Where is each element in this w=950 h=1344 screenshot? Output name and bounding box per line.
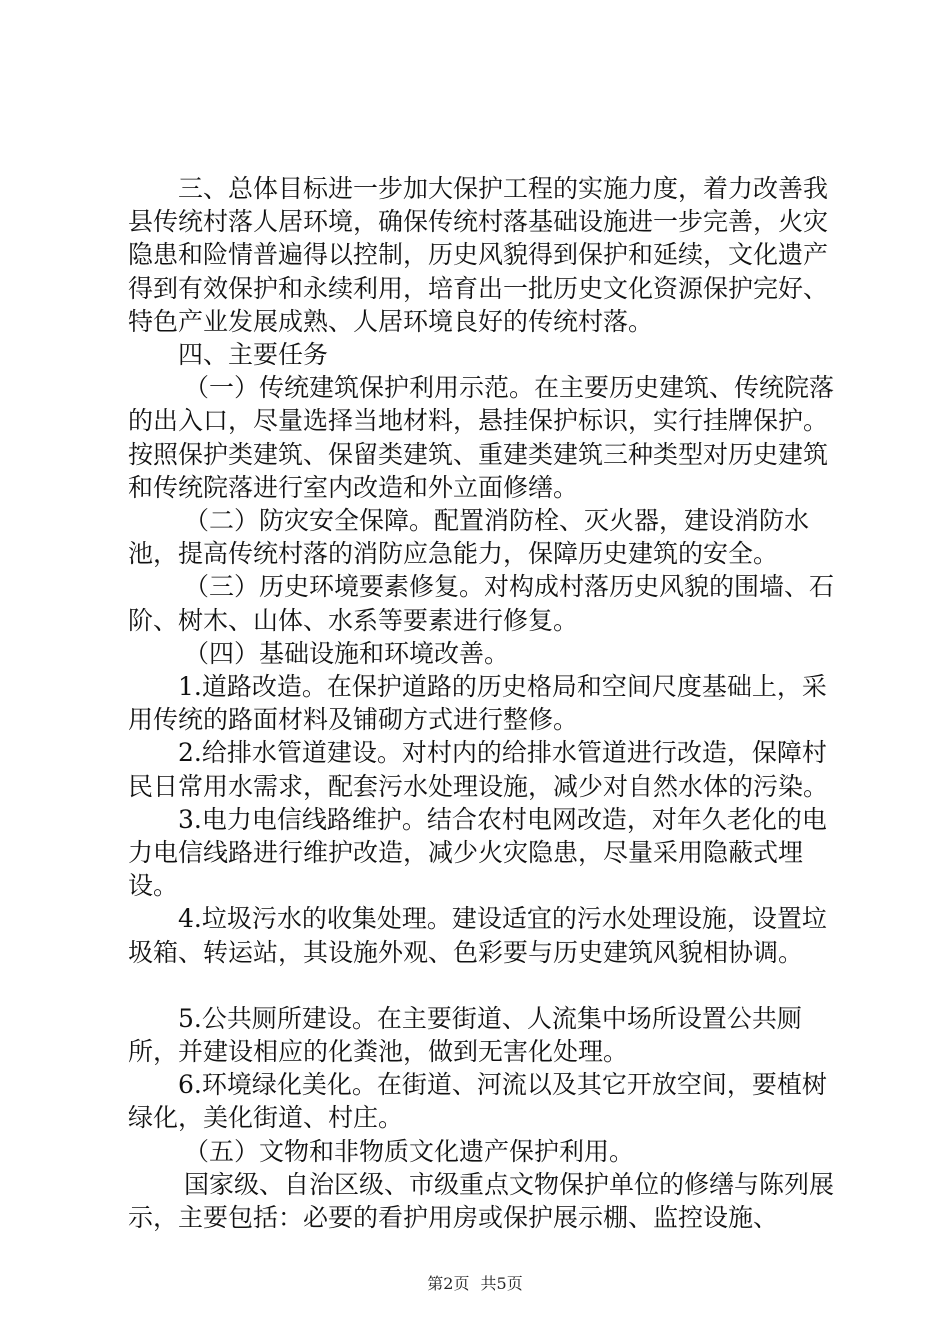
paragraph-overall-goal: 三、总体目标进一步加大保护工程的实施力度，着力改善我县传统村落人居环境，确保传统村落基础设施进一步完善，火灾隐患和险情普遍得以控制，历史风貌得到保护和延续，文化遗产得到有效保护和永续利用，培育出一批历史文化资源保护完好、特色产业发展成熟、人居环境良好的传统村落。 bbox=[128, 174, 829, 336]
paragraph-item-6: 6.环境绿化美化。在街道、河流以及其它开放空间，要植树绿化，美化街道、村庄。 bbox=[128, 1070, 827, 1133]
paragraph-task-3: （三）历史环境要素修复。对构成村落历史风貌的围墙、石阶、树木、山体、水系等要素进行修复。 bbox=[128, 572, 835, 635]
paragraph-item-3: 3.电力电信线路维护。结合农村电网改造，对年久老化的电力电信线路进行维护改造，减少火灾隐患，尽量采用隐蔽式埋设。 bbox=[128, 804, 827, 901]
heading-main-tasks: 四、主要任务 bbox=[178, 340, 329, 370]
page-number: 第2页 bbox=[427, 1274, 470, 1293]
document-body bbox=[128, 172, 848, 1234]
paragraph-task-4: （四）基础设施和环境改善。 bbox=[184, 638, 510, 668]
paragraph-heritage: 国家级、自治区级、市级重点文物保护单位的修缮与陈列展示，主要包括：必要的看护用房或保护展示棚、监控设施、 bbox=[128, 1169, 835, 1233]
page-total: 共5页 bbox=[480, 1274, 523, 1293]
paragraph-item-5: 5.公共厕所建设。在主要街道、人流集中场所设置公共厕所，并建设相应的化粪池，做到无害化处理。 bbox=[128, 1003, 802, 1067]
paragraph-task-5: （五）文物和非物质文化遗产保护利用。 bbox=[184, 1136, 635, 1166]
page-footer bbox=[0, 1274, 950, 1294]
paragraph-task-2: （二）防灾安全保障。配置消防栓、灭火器，建设消防水池，提高传统村落的消防应急能力，保障历史建筑的安全。 bbox=[128, 506, 810, 569]
paragraph-item-1: 1.道路改造。在保护道路的历史格局和空间尺度基础上，采用传统的路面材料及铺砌方式进行整修。 bbox=[128, 672, 827, 735]
paragraph-item-4: 4.垃圾污水的收集处理。建设适宜的污水处理设施，设置垃圾箱、转运站，其设施外观、色彩要与历史建筑风貌相协调。 bbox=[128, 904, 827, 967]
paragraph-task-1: （一）传统建筑保护利用示范。在主要历史建筑、传统院落的出入口，尽量选择当地材料，悬挂保护标识，实行挂牌保护。按照保护类建筑、保留类建筑、重建类建筑三种类型对历史建筑和传统院落进行室内改造和外立面修缮。 bbox=[128, 373, 835, 502]
paragraph-item-2: 2.给排水管道建设。对村内的给排水管道进行改造，保障村民日常用水需求，配套污水处理设施，减少对自然水体的污染。 bbox=[128, 738, 829, 801]
